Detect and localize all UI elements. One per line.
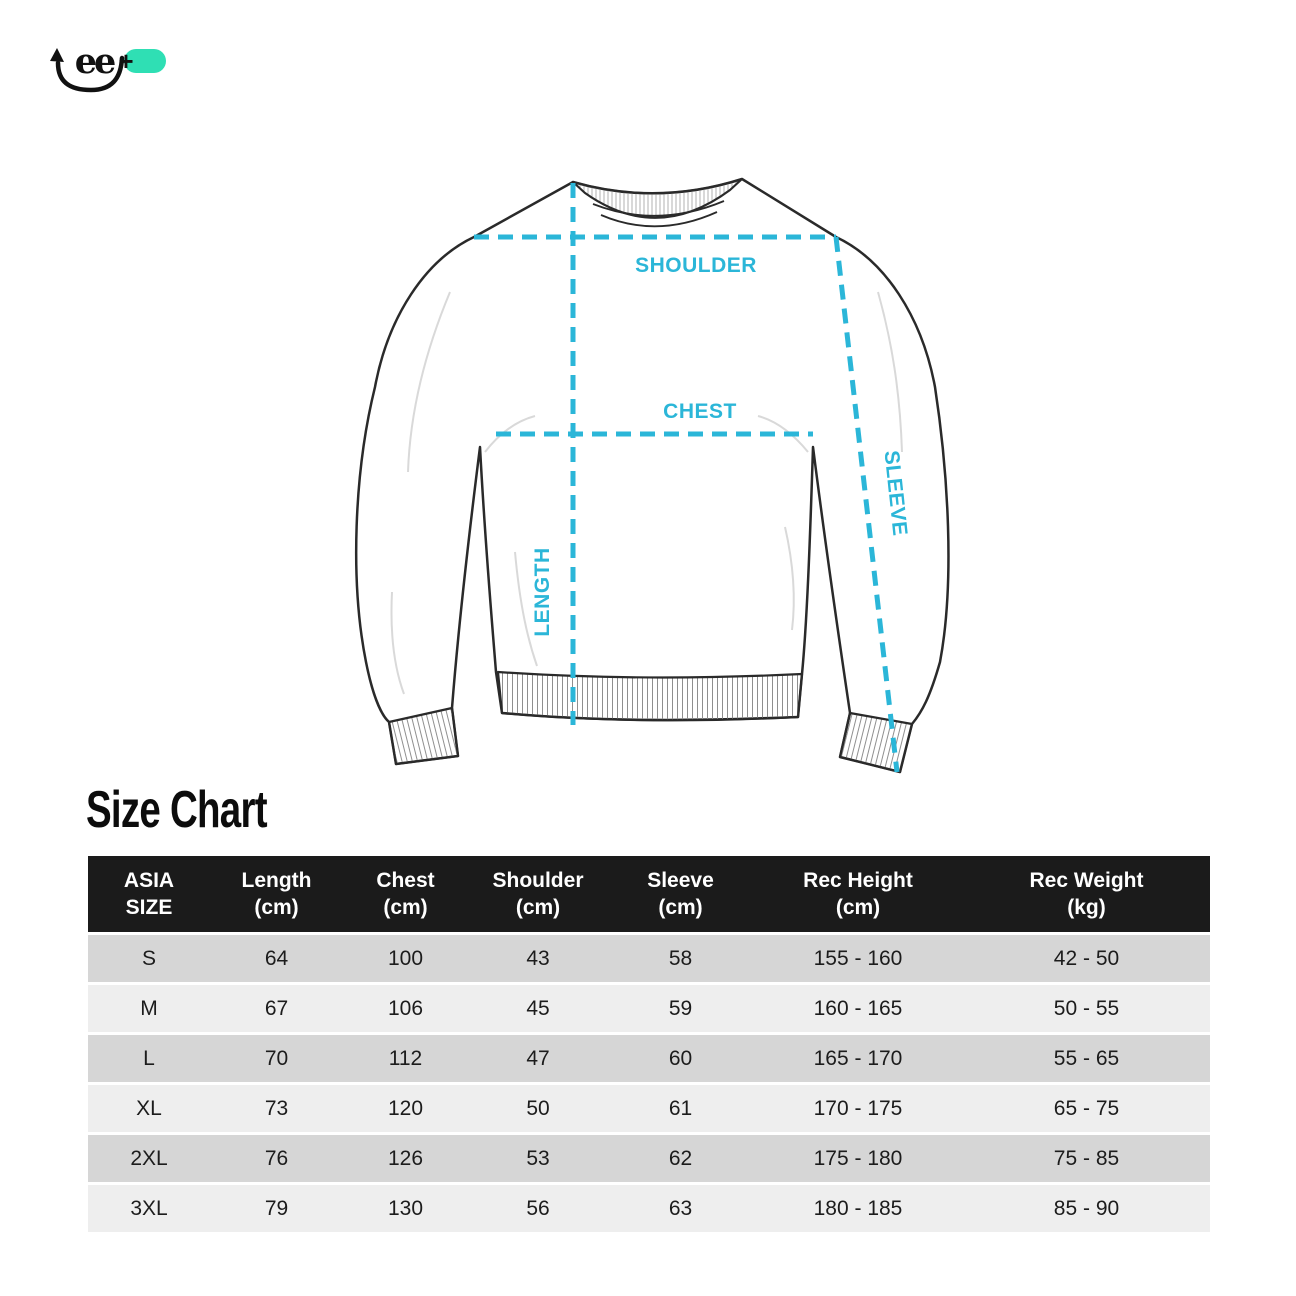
brand-logo-graphic	[50, 36, 175, 98]
cell-rec-weight: 75 - 85	[1053, 1146, 1120, 1170]
cell-shoulder: 47	[526, 1046, 550, 1070]
header-shoulder: Shoulder (cm)	[492, 869, 584, 919]
cell-length: 79	[264, 1196, 289, 1220]
cell-rec-weight: 55 - 65	[1053, 1046, 1120, 1070]
cell-shoulder: 56	[526, 1196, 550, 1220]
cell-sleeve: 60	[668, 1046, 693, 1070]
cell-chest: 130	[387, 1196, 424, 1220]
cell-sleeve: 59	[668, 996, 693, 1020]
table-row-s	[88, 935, 1210, 982]
cell-rec-height: 155 - 160	[813, 946, 903, 970]
table-row-3xl	[88, 1185, 1210, 1232]
cell-length: 73	[264, 1096, 289, 1120]
header-sleeve: Sleeve (cm)	[647, 869, 714, 919]
cell-size: XL	[136, 1096, 162, 1120]
header-rec-weight: Rec Weight (kg)	[1029, 869, 1144, 919]
cell-chest: 120	[387, 1096, 424, 1120]
cell-rec-height: 170 - 175	[813, 1096, 903, 1120]
cell-chest: 112	[388, 1046, 423, 1070]
logo-plus-icon: +	[118, 46, 134, 76]
sweatshirt-drawing	[330, 152, 980, 792]
cell-length: 64	[264, 946, 289, 970]
cell-rec-height: 165 - 170	[813, 1046, 903, 1070]
size-table	[88, 856, 1210, 1232]
header-rec-height: Rec Height (cm)	[803, 869, 913, 919]
chest-label: CHEST	[663, 400, 737, 423]
logo-text: ee	[74, 41, 114, 82]
cell-rec-height: 175 - 180	[813, 1146, 903, 1170]
logo-arrow-icon	[50, 48, 64, 62]
cell-sleeve: 63	[668, 1196, 693, 1220]
header-chest: Chest (cm)	[376, 869, 435, 919]
cell-rec-weight: 42 - 50	[1053, 946, 1120, 970]
cell-shoulder: 53	[526, 1146, 550, 1170]
cell-size: 3XL	[130, 1196, 168, 1220]
cell-size: L	[143, 1046, 155, 1070]
header-length: Length (cm)	[241, 869, 312, 919]
size-table-header-row	[88, 856, 1210, 932]
length-label: LENGTH	[531, 547, 554, 637]
sleeve-label: SLEEVE	[879, 449, 912, 538]
cell-chest: 100	[387, 946, 424, 970]
cell-chest: 126	[387, 1146, 424, 1170]
cell-size: S	[141, 946, 156, 970]
cell-sleeve: 62	[668, 1146, 693, 1170]
cell-shoulder: 50	[526, 1096, 550, 1120]
header-asia-size: ASIA SIZE	[123, 869, 175, 919]
right-cuff-ribbing	[840, 713, 912, 772]
cell-rec-height: 180 - 185	[813, 1196, 903, 1220]
shoulder-label: SHOULDER	[635, 254, 757, 277]
table-row-l	[88, 1035, 1210, 1082]
page-title: Size Chart	[86, 781, 267, 839]
cell-length: 70	[264, 1046, 289, 1070]
cell-size: 2XL	[130, 1146, 168, 1170]
hem-ribbing	[498, 672, 802, 720]
cell-length: 67	[264, 996, 289, 1020]
table-row-m	[88, 985, 1210, 1032]
sweatshirt-measurement-diagram	[330, 152, 980, 797]
cell-chest: 106	[387, 996, 424, 1020]
cell-sleeve: 58	[668, 946, 693, 970]
cell-rec-weight: 65 - 75	[1053, 1096, 1120, 1120]
cell-rec-height: 160 - 165	[813, 996, 903, 1020]
table-row-2xl	[88, 1135, 1210, 1182]
table-row-xl	[88, 1085, 1210, 1132]
cell-sleeve: 61	[668, 1096, 693, 1120]
cell-shoulder: 45	[526, 996, 550, 1020]
brand-logo	[50, 36, 175, 103]
cell-rec-weight: 50 - 55	[1053, 996, 1120, 1020]
cell-shoulder: 43	[526, 946, 550, 970]
cell-length: 76	[264, 1146, 289, 1170]
cell-size: M	[140, 996, 158, 1020]
cell-rec-weight: 85 - 90	[1053, 1196, 1120, 1220]
